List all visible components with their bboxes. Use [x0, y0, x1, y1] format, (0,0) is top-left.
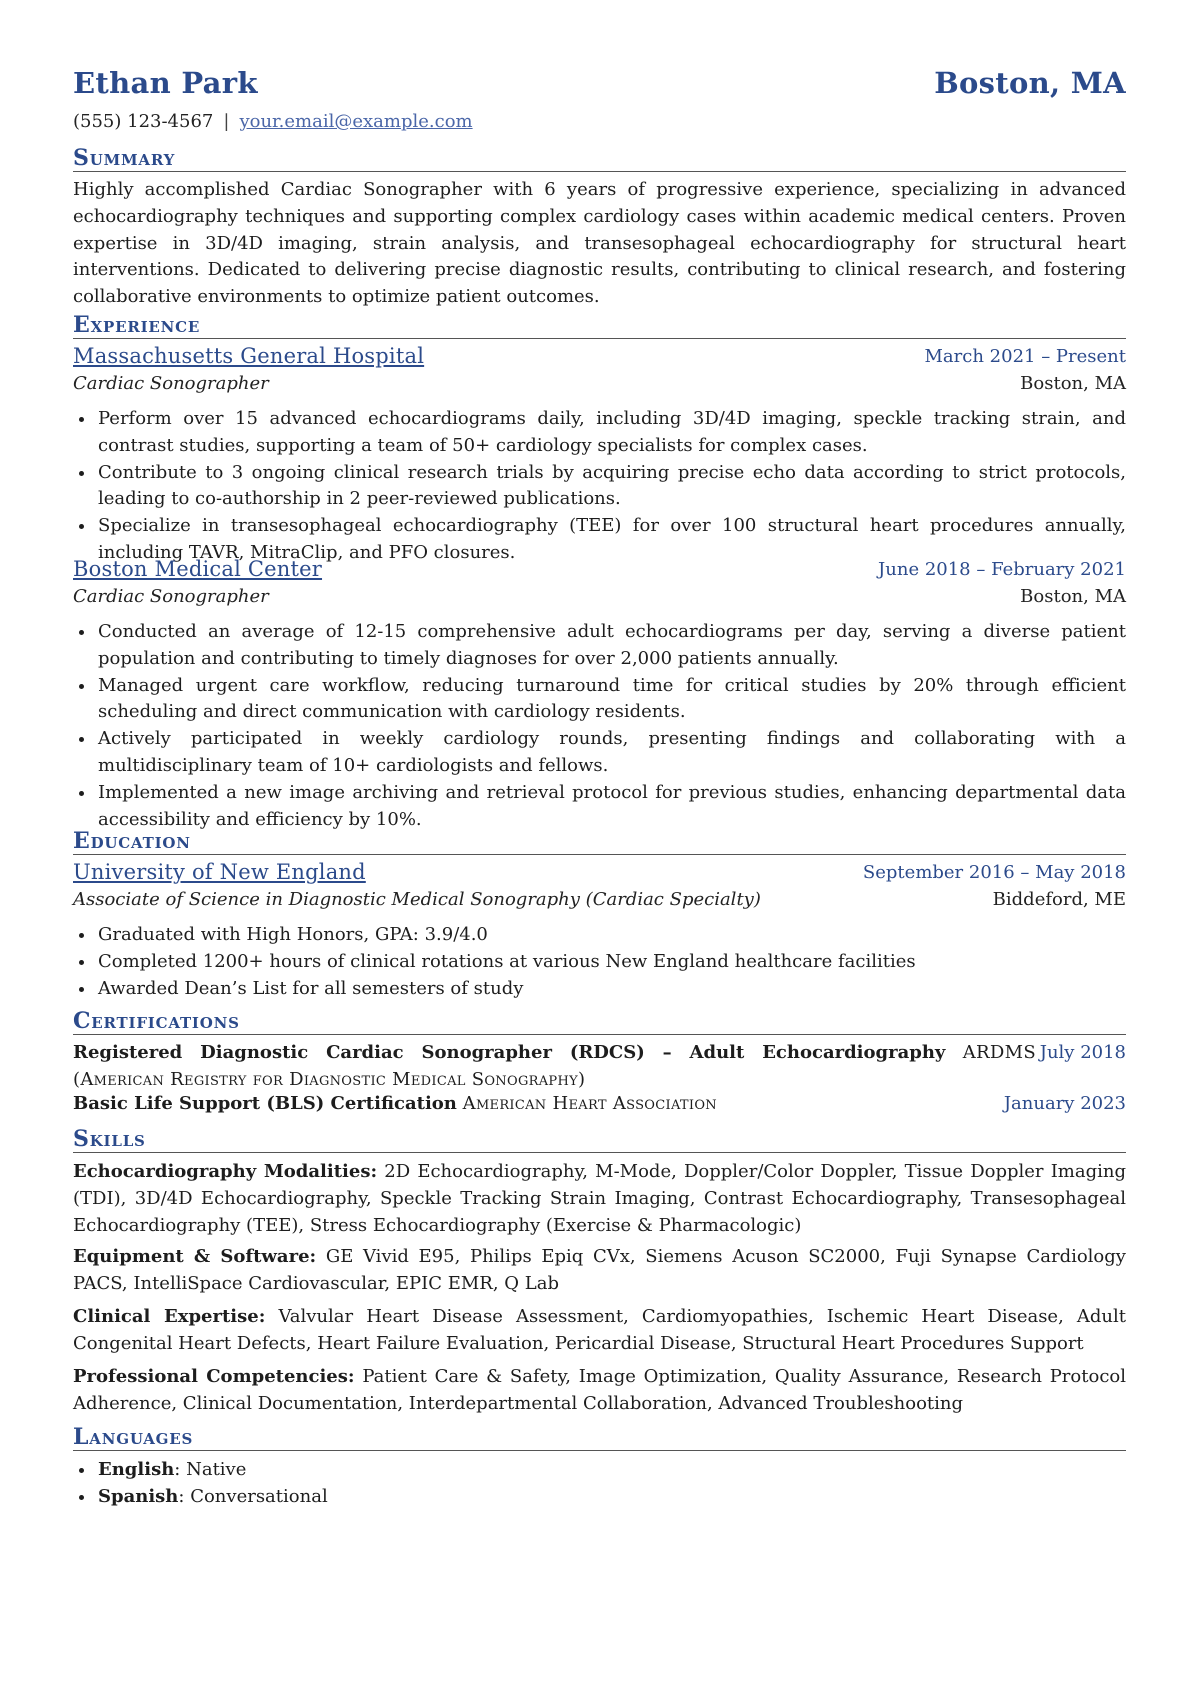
education-bullets	[73, 922, 1126, 1002]
list-item: Actively participated in weekly cardiology rounds, presenting findings and collaborating with a multidisciplinary team of 10+ cardiologists and fellows.	[73, 726, 1126, 780]
skill-group-text: Valvular Heart Disease Assessment, Cardiomyopathies, Ischemic Heart Disease, Adult Congenital Heart Defects, Heart Failure Evaluation, Pericardial Disease, Structural Heart Procedures Support	[73, 1306, 1126, 1354]
job-header	[73, 557, 1126, 584]
language-name: Spanish	[98, 1485, 179, 1507]
certification-issuer: American Heart Association	[462, 1093, 717, 1114]
candidate-name: Ethan Park	[73, 66, 258, 100]
header	[73, 66, 1126, 106]
skill-group-label: Echocardiography Modalities:	[73, 1161, 378, 1182]
section-title-certifications: Certifications	[73, 1008, 1126, 1035]
language-name: English	[98, 1459, 175, 1480]
school-location: Biddeford, ME	[992, 889, 1126, 910]
contact-separator: |	[223, 111, 230, 132]
job-title: Cardiac Sonographer	[73, 586, 269, 607]
job-bullets	[73, 619, 1126, 833]
list-item: Specialize in transesophageal echocardiography (TEE) for over 100 structural heart procedures annually, including TAVR, MitraClip, and PFO closures.	[73, 513, 1126, 567]
certification-issuer: ARDMS (American Registry for Diagnostic Medical Sonography)	[73, 1042, 1036, 1090]
job-header	[73, 344, 1126, 371]
certification-item	[73, 1040, 1126, 1094]
summary-text: Highly accomplished Cardiac Sonographer with 6 years of progressive experience, specializing in advanced echocardiography techniques and supporting complex cardiology cases within academic medical centers. Proven expertise in 3D/4D imaging, strain analysis, and transesophageal echocardiography for structural heart interventions. Dedicated to delivering precise diagnostic results, contributing to clinical research, and fostering collaborative environments to optimize patient outcomes.	[73, 179, 1126, 308]
school-dates: September 2016 – May 2018	[862, 862, 1126, 883]
language-level: : Conversational	[178, 1485, 328, 1507]
job-title: Cardiac Sonographer	[73, 373, 269, 394]
candidate-location: Boston, MA	[934, 66, 1126, 100]
language-level: : Native	[174, 1459, 247, 1480]
section-title-experience: Experience	[73, 312, 1126, 339]
degree-title: Associate of Science in Diagnostic Medical Sonography (Cardiac Specialty)	[73, 889, 761, 910]
job-employer-link[interactable]: Massachusetts General Hospital	[73, 344, 425, 368]
skill-group	[73, 1364, 1126, 1418]
list-item: Perform over 15 advanced echocardiograms daily, including 3D/4D imaging, speckle tracking strain, and contrast studies, supporting a team of 50+ cardiology specialists for complex cases.	[73, 406, 1126, 460]
school-link[interactable]: University of New England	[73, 860, 366, 884]
school-subheader	[73, 889, 1126, 915]
certification-name: Registered Diagnostic Cardiac Sonographer (RDCS) – Adult Echocardiography	[73, 1042, 946, 1063]
certification-item	[73, 1091, 1126, 1118]
list-item: Contribute to 3 ongoing clinical research trials by acquiring precise echo data according to strict protocols, leading to co-authorship in 2 peer-reviewed publications.	[73, 460, 1126, 514]
certification-date: July 2018	[1039, 1042, 1126, 1063]
skill-group-label: Clinical Expertise:	[73, 1306, 266, 1327]
skill-group-text: Patient Care & Safety, Image Optimization, Quality Assurance, Research Protocol Adherence, Clinical Documentation, Interdepartmental Collaboration, Advanced Troubleshooting	[73, 1366, 1126, 1414]
section-title-skills: Skills	[73, 1126, 1126, 1153]
list-item: Conducted an average of 12-15 comprehensive adult echocardiograms per day, serving a diverse patient population and contributing to timely diagnoses for over 2,000 patients annually.	[73, 619, 1126, 673]
job-subheader	[73, 373, 1126, 399]
school-header	[73, 860, 1126, 887]
job-employer-link[interactable]: Boston Medical Center	[73, 557, 323, 581]
list-item: Implemented a new image archiving and retrieval protocol for previous studies, enhancing departmental data accessibility and efficiency by 10%.	[73, 780, 1126, 834]
contact-line	[73, 111, 473, 132]
section-title-summary: Summary	[73, 145, 1126, 172]
skill-group-text: GE Vivid E95, Philips Epiq CVx, Siemens Acuson SC2000, Fuji Synapse Cardiology PACS, IntelliSpace Cardiovascular, EPIC EMR, Q Lab	[73, 1246, 1126, 1294]
job-dates: June 2018 – February 2021	[878, 559, 1126, 580]
skill-group	[73, 1244, 1126, 1298]
list-item: Awarded Dean’s List for all semesters of study	[73, 976, 1126, 1003]
job-subheader	[73, 586, 1126, 612]
list-item	[73, 1484, 1126, 1511]
skill-group-label: Equipment & Software:	[73, 1246, 317, 1267]
list-item	[73, 1457, 1126, 1484]
certification-date: January 2023	[1003, 1093, 1126, 1114]
list-item: Graduated with High Honors, GPA: 3.9/4.0	[73, 922, 1126, 949]
job-location: Boston, MA	[1020, 373, 1126, 394]
email-link[interactable]: your.email@example.com	[239, 111, 473, 132]
list-item: Managed urgent care workflow, reducing turnaround time for critical studies by 20% through efficient scheduling and direct communication with cardiology residents.	[73, 673, 1126, 727]
job-bullets	[73, 406, 1126, 567]
skill-group	[73, 1304, 1126, 1358]
skill-group	[73, 1159, 1126, 1239]
languages-list	[73, 1457, 1126, 1511]
skill-group-label: Professional Competencies:	[73, 1366, 355, 1387]
job-location: Boston, MA	[1020, 586, 1126, 607]
section-title-education: Education	[73, 828, 1126, 855]
skill-group-text: 2D Echocardiography, M-Mode, Doppler/Color Doppler, Tissue Doppler Imaging (TDI), 3D/4D Echocardiography, Speckle Tracking Strain Imaging, Contrast Echocardiography, Transesophageal Echocardiography (TEE), Stress Echocardiography (Exercise & Pharmacologic)	[73, 1161, 1127, 1236]
job-dates: March 2021 – Present	[924, 346, 1126, 367]
section-title-languages: Languages	[73, 1424, 1126, 1451]
certification-name: Basic Life Support (BLS) Certification	[73, 1093, 457, 1114]
phone-number: (555) 123-4567	[73, 111, 214, 132]
list-item: Completed 1200+ hours of clinical rotations at various New England healthcare facilities	[73, 949, 1126, 976]
